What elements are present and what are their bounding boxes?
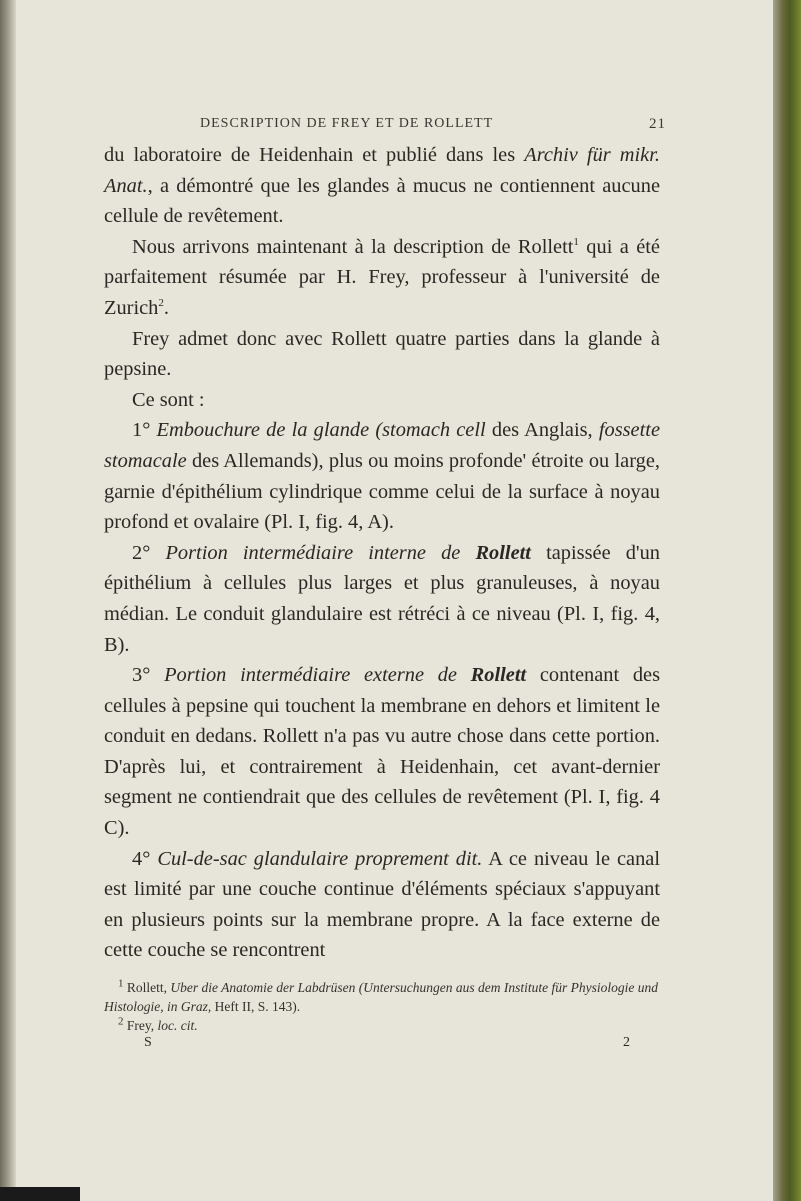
page-edge-right — [773, 0, 801, 1201]
paragraph-3: Frey admet donc avec Rollett quatre parties dans la glande à pepsine. — [104, 327, 660, 381]
item-2 — [104, 538, 660, 660]
item-3-heading: Portion intermédiaire externe de — [164, 664, 457, 687]
item-2-heading-name: Rollett — [460, 541, 531, 564]
scan-shadow — [0, 1187, 80, 1201]
item-1-rest: des Allemands), plus ou moins profonde' étroite ou large, garnie d'épithélium cylindrique comme celui de la surface à noyau profond et ovalaire (Pl. I, fig. 4, A). — [104, 449, 660, 534]
item-1-mid: des Anglais, — [485, 419, 599, 442]
item-2-rest: tapissée d'un épithélium à cellules plus larges et plus granuleuses, à noyau médian. Le conduit glandulaire est rétréci à ce niveau (Pl. I, fig. 4, B). — [104, 541, 660, 656]
footnote-ref-2: 2 — [158, 297, 164, 310]
running-title: DESCRIPTION DE FREY ET DE ROLLETT — [200, 116, 494, 131]
footnotes — [104, 978, 660, 1035]
item-3-rest: contenant des cellules à pepsine qui touchent la membrane en dehors et limitent le conduit en dedans. Rollett n'a pas vu autre chose dans cette portion. D'après lui, et contrairement à Heidenhain, cet avant-dernier segment ne contiendrait que des cellules de revêtement (Pl. I, fig. 4 C). — [104, 664, 661, 840]
item-1 — [104, 415, 660, 537]
footnote-ref-1: 1 — [573, 235, 579, 248]
item-1-heading: Embouchure de la glande (stomach cell — [156, 419, 486, 442]
book-spine-edge — [0, 0, 16, 1201]
document-page — [104, 112, 666, 1055]
footnote-2-author: Frey, — [123, 1018, 158, 1034]
paragraph-2-text-a: Nous arrivons maintenant à la description de Rollett — [132, 235, 574, 258]
paragraph-1-rest: , a démontré que les glandes à mucus ne contiennent aucune cellule de revêtement. — [104, 174, 660, 228]
item-4-number: 4° — [132, 847, 158, 870]
item-2-heading: Portion intermédiaire interne de — [165, 541, 461, 564]
footnote-2-number: 2 — [118, 1015, 124, 1028]
item-4 — [104, 844, 660, 966]
paragraph-1-text: du laboratoire de Heidenhain et publié dans les — [104, 144, 516, 166]
journal-title: Archiv für mikr. Anat. — [104, 144, 660, 197]
paragraph-1 — [104, 140, 660, 232]
footnote-2-title: loc. cit. — [157, 1018, 198, 1034]
footnote-1-author: Rollett, — [123, 980, 171, 996]
paragraph-2-text-c: . — [163, 296, 169, 319]
item-1-number: 1° — [132, 419, 157, 442]
footnote-2 — [104, 1016, 660, 1035]
paragraph-2 — [104, 232, 660, 324]
signature-number: 2 — [623, 1035, 630, 1051]
page-number: 21 — [649, 116, 666, 132]
item-3-number: 3° — [132, 664, 165, 687]
item-4-rest: A ce niveau le canal est limité par une couche continue d'éléments spéciaux s'appuyant en plusieurs points sur la membrane propre. A la face externe de cette couche se rencontrent — [104, 847, 660, 962]
body-text — [104, 140, 660, 966]
signature-mark: S — [144, 1035, 152, 1051]
item-2-number: 2° — [132, 541, 166, 564]
item-1-term: fossette stomacale — [104, 419, 660, 472]
footnote-1 — [104, 978, 660, 1016]
footnote-1-rest: Heft II, S. 143). — [211, 999, 301, 1015]
footnote-1-title: Uber die Anatomie der Labdrüsen (Untersuchungen aus dem Institute für Physiologie und Histologie, in Graz, — [104, 980, 658, 1015]
item-4-heading: Cul-de-sac glandulaire proprement dit. — [157, 847, 483, 870]
paragraph-4: Ce sont : — [132, 388, 205, 411]
item-3-heading-name: Rollett — [456, 664, 527, 687]
printer-signature — [104, 1035, 660, 1055]
item-3 — [104, 660, 660, 844]
paragraph-2-text-b: qui a été parfaitement résumée par H. Frey, professeur à l'université de Zurich — [104, 235, 660, 319]
running-head — [104, 112, 666, 136]
footnote-1-number: 1 — [118, 977, 124, 990]
